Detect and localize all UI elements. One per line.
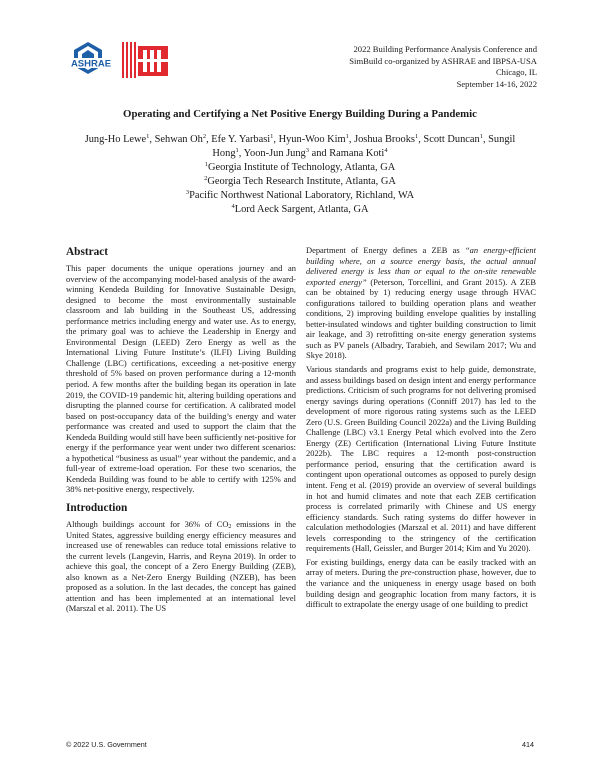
conference-line: Chicago, IL (495, 67, 537, 77)
author: Sungil Hong$^1$, (212, 134, 516, 159)
intro-paragraph-4: For existing buildings, energy data can be easily tracked with an array of meters. During the pre-construction phase, however, due to the variance and the uniqueness in energy usage based on both building design and geographic location from many factors, it is difficult to extrapolate the energy usage of one building to predict (306, 556, 537, 610)
author: Yoon-Jun Jung$^3$ and (243, 147, 330, 159)
author-list (80, 133, 520, 161)
affiliation: $^2$Georgia Tech Research Institute, Atlanta, GA (204, 175, 396, 187)
left-column (66, 245, 296, 617)
abstract-heading: Abstract (66, 246, 109, 258)
paper-title: Operating and Certifying a Net Positive Energy Building During a Pandemic (123, 108, 477, 120)
conference-line: SimBuild co-organized by ASHRAE and IBPSA-USA (349, 55, 537, 66)
introduction-heading: Introduction (66, 502, 128, 515)
footer-copyright: © 2022 U.S. Government (66, 740, 147, 749)
intro-paragraph-3: Various standards and programs exist to help guide, demonstrate, and assess buildings based on design intent and energy performance predictions. Criticism of such programs for not delivering promised energy savings during operations (Conniff 2017) has led to the development of more rigorous rating systems such as the LEED Zero (U.S. Green Building Council 2022a) and the Living Building Challenge (LBC) v3.1 Energy Petal which evolved into the Zero Energy (ZE) Certification (International Living Future Institute 2022b). The LBC requires a 12-month post-construction performance period, ensuring that the certification award is contingent upon operational outcomes as opposed to purely design intent. Feng et al. (2019) provide an overview of several buildings in hot and humid climates and note that each ZEB certification process is correlated primarily with Chinese and US energy efficiency standards. Such rating systems do differ however in calculation methodologies (Marszal et al. 2011) and have different levels corresponding to the stringency of the certification requirements (Hall, Geissler, and Burger 2014; Kim and Yu 2020). (306, 364, 536, 554)
ashrae-logo-text: ASHRAE (70, 58, 112, 70)
affiliation: $^1$Georgia Institute of Technology, Atlanta, GA (204, 161, 396, 173)
author: Joshua Brooks$^1$, (354, 133, 424, 145)
page-number: 414 (522, 740, 534, 749)
affiliation: $^4$Lord Aeck Sargent, Atlanta, GA (231, 203, 369, 215)
ashrae-logo-icon (66, 42, 116, 74)
author: Sehwan Oh$^2$, (154, 133, 212, 145)
conference-line: September 14-16, 2022 (456, 78, 537, 89)
ibpsa-logo-icon (122, 42, 168, 78)
ashrae-ibpsa-logo (66, 40, 174, 82)
author: Scott Duncan$^1$, (423, 133, 489, 145)
conference-line: 2022 Building Performance Analysis Conference and (353, 44, 537, 54)
right-column (306, 245, 536, 613)
intro-paragraph-2: Department of Energy defines a ZEB as “an energy-efficient building where, on a source energy basis, the actual annual delivered energy is less than or equal to the on-site renewable exported energy” (Peterson, Torcellini, and Grant 2015). A ZEB can be obtained by 1) reducing energy usage through HVAC configurations tailored to building operation plans and weather conditions, 2) improving building envelope qualities by installing better-insulated windows and tighter building construction to limit air leakage, and 3) retrofitting on-site energy generation systems such as PV panels (Albadry, Tarabieh, and Sewilam 2017; Wu and Skye 2018). (306, 245, 536, 361)
conference-info (257, 44, 537, 90)
author: Hyun-Woo Kim$^1$, (278, 133, 355, 145)
author: Efe Y. Yarbasi$^1$, (211, 133, 279, 145)
intro-paragraph-1: Although buildings account for 36% of CO2 emissions in the United States, aggressive building energy efficiency measures and increased use of renewables can reduce total emissions relative to the current levels (Langevin, Harris, and Reyna 2019). In order to achieve this goal, the concept of a Zero Energy Building (ZEB), also known as a Net-Zero Energy Building (NZEB), has been proposed as a solution. In the last decades, the concept has gained attention and has been implemented at an international level (Marszal et al. 2011). The US (66, 519, 296, 614)
author: Ramana Koti$^4$ (329, 147, 388, 159)
author: Jung-Ho Lewe$^1$, (84, 133, 155, 145)
affiliation: $^3$Pacific Northwest National Laboratory, Richland, WA (185, 189, 415, 201)
abstract-text: This paper documents the unique operations journey and an overview of the accompanying model-based analysis of the award-winning Kendeda Building for Innovative Sustainable Design, designed to become the most environmentally sustainable classroom and lab building in the Southeast US, addressing performance metrics including energy and water use. As to energy, the primary goal was to achieve the Leadership in Energy and Environmental Design (LEED) Zero Energy as well as the International Living Future Institute’s (ILFI) Living Building Challenge (LBC) certifications, exceeding a net-positive energy threshold of 5% based on proven performance during a 12-month period. A few months after the building began its operation in late 2019, the COVID-19 pandemic hit, altering building operations and disrupting the planned course for certification. A calibrated model based on post-occupancy data of the building’s energy and water performance was created and used to support the claim that the Kendeda Building would still have been sufficiently net-positive for energy if the performance year went under two different scenarios: a hypothetical “business as usual” year without the pandemic, and a full-year of extreme-load operation. For these two scenarios, the Kendeda Building was found to be able to certify with 125% and 38% net-positive energy, respectively. (66, 263, 296, 495)
